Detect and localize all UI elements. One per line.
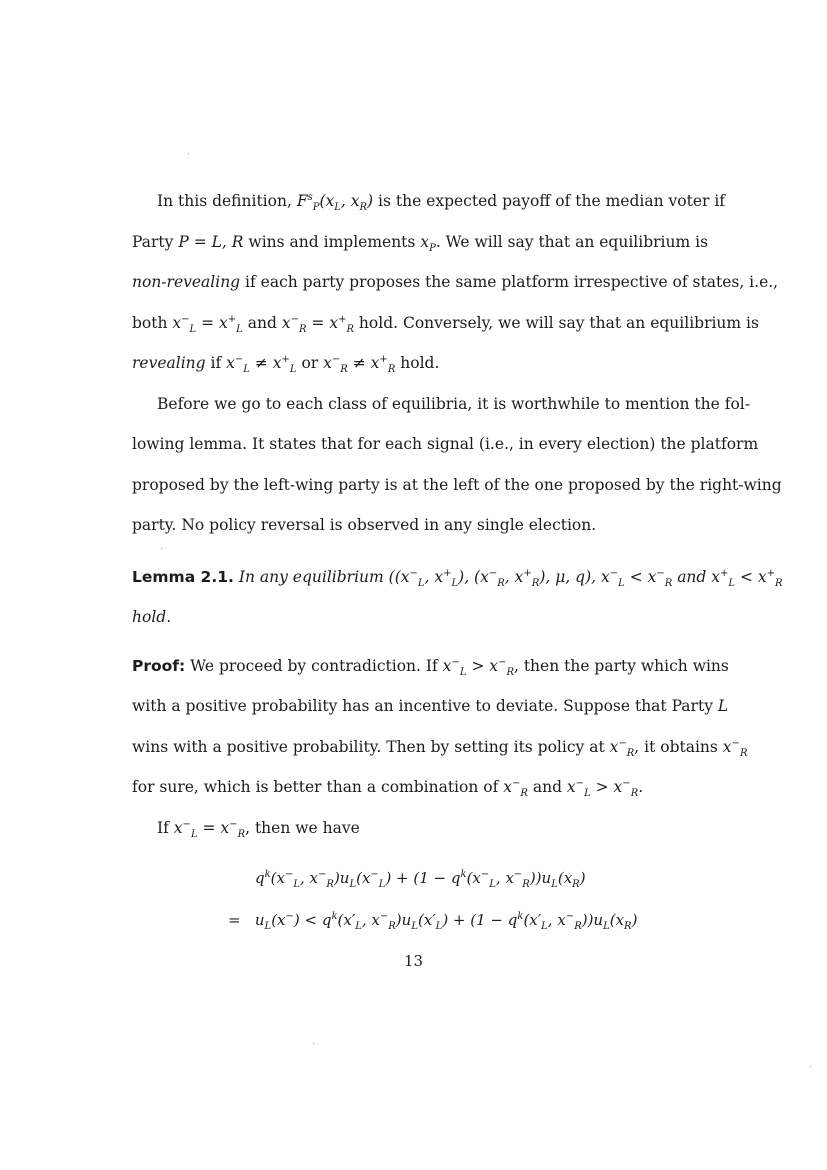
scan-speck	[313, 1043, 314, 1044]
text: In any equilibrium	[238, 568, 389, 586]
text: , it obtains	[634, 738, 723, 756]
math: P = L, R	[178, 233, 244, 251]
proof-line	[132, 656, 729, 679]
text: Party	[132, 233, 179, 251]
math: $x^-_R = x^+_R$	[281, 313, 354, 336]
math: $x^-_L \ne x^+_L$	[226, 353, 297, 376]
paragraph-line	[132, 272, 779, 292]
text: , then the party which wins	[513, 657, 729, 675]
math: $x^-_L = x^+_L$	[172, 313, 243, 336]
math: L	[717, 697, 729, 715]
paragraph-line	[132, 353, 708, 376]
text: and	[242, 314, 282, 332]
scan-speck	[810, 1066, 811, 1067]
scan-speck	[161, 548, 162, 549]
math: $x_P$	[420, 233, 436, 255]
page-number: 13	[403, 952, 424, 970]
proof-line	[132, 737, 748, 760]
text: hold.	[395, 354, 440, 372]
text: We proceed by contradiction. If	[185, 657, 443, 675]
paragraph-line: proposed by the left-wing party is at the left of the one proposed by the right-wing	[132, 476, 782, 494]
text: with a positive probability has an incentive to deviate. Suppose that Party	[132, 697, 718, 715]
lemma-label: Lemma 2.1.	[132, 568, 234, 586]
math: $x^-_L > x^-_R$	[442, 656, 514, 679]
paragraph-line	[132, 232, 709, 255]
text: If	[157, 819, 174, 837]
paragraph-line	[132, 313, 759, 336]
math: $x^-_L = x^-_R$	[173, 818, 246, 841]
text: .	[638, 778, 644, 796]
text: or	[296, 354, 324, 372]
proof-line	[132, 777, 708, 800]
math: $F^s_P(x_L$, $x_R$)	[296, 191, 374, 214]
text: if each party proposes the same platform irrespective of states, i.e.,	[240, 273, 779, 291]
text: if	[205, 354, 227, 372]
term-non-revealing: non-revealing	[132, 273, 241, 291]
math: $x^-_R$	[503, 777, 528, 800]
text: , then we have	[245, 819, 360, 837]
text: for sure, which is better than a combination of	[132, 778, 504, 796]
scan-speck	[188, 153, 189, 154]
paragraph-line: Before we go to each class of equilibria, it is worthwhile to mention the fol-	[157, 395, 751, 413]
lemma-statement	[132, 567, 783, 590]
text: is the expected payoff of the median voter if	[373, 192, 726, 210]
math: $x^-_R$	[609, 737, 635, 760]
math: $x^-_R \ne x^+_R$	[323, 353, 396, 376]
text: In this definition,	[157, 192, 297, 210]
math: $x^+_L < x^+_R$	[711, 567, 783, 590]
math: (($x^-_L$, $x^+_L$), ($x^-_R$, $x^+_R$), μ, q), $x^-_L < x^-_R$	[388, 567, 673, 590]
text: and	[672, 568, 712, 586]
proof-label: Proof:	[132, 657, 186, 675]
text: . We will say that an equilibrium is	[435, 233, 709, 251]
display-equation-line-2: = $u_L(x^-) < q^k(x'_L$, $x^-_R)u_L(x'_L) + (1 - q^k(x'_L$, $x^-_R))u_L(x_R)$	[228, 911, 638, 932]
paragraph-line: party. No policy reversal is observed in any single election.	[132, 516, 597, 534]
math: $x^-_R$	[722, 737, 748, 760]
paragraph-line	[132, 191, 726, 214]
display-equation-line-1: $q^k(x^-_L$, $x^-_R)u_L(x^-_L) + (1 - q^k(x^-_L$, $x^-_R))u_L(x_R)$	[255, 869, 586, 890]
paragraph-line: lowing lemma. It states that for each signal (i.e., in every election) the platform	[132, 435, 759, 453]
text: both	[132, 314, 173, 332]
text: wins and implements	[243, 233, 421, 251]
text: hold. Conversely, we will say that an equilibrium is	[354, 314, 759, 332]
text: wins with a positive probability. Then by setting its policy at	[132, 738, 610, 756]
proof-line	[157, 818, 708, 841]
proof-line	[132, 696, 729, 716]
text: and	[527, 778, 567, 796]
math: $x^-_L > x^-_R$	[566, 777, 639, 800]
term-revealing: revealing	[132, 354, 206, 372]
lemma-line: hold.	[132, 608, 172, 626]
